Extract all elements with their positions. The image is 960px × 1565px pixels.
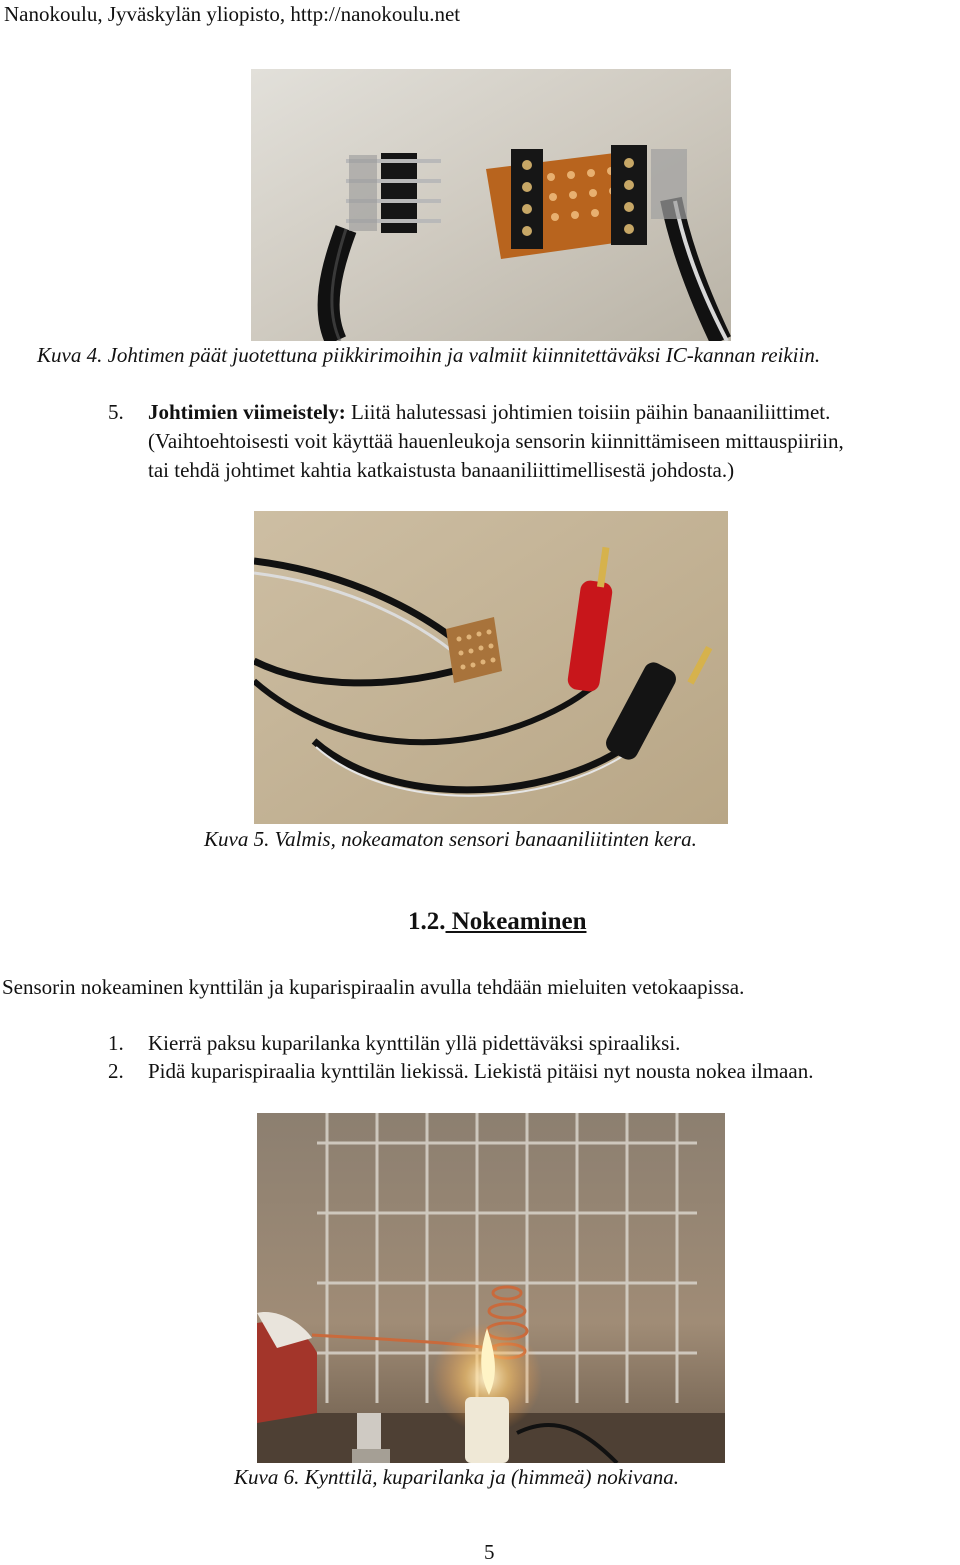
figure-4-photo (251, 69, 731, 341)
figure-4-caption: Kuva 4. Johtimen päät juotettuna piikkirimoihin ja valmiit kiinnitettäväksi IC-kannan reikiin. (37, 343, 821, 367)
figure-5-photo (254, 511, 728, 824)
section-number: 1.2. (408, 908, 446, 935)
page-header: Nanokoulu, Jyväskylän yliopisto, http://nanokoulu.net (4, 2, 461, 26)
step-5-line-1: Liitä halutessasi johtimien toisiin päihin banaaniliittimet. (345, 400, 831, 424)
list-item-number: 2. (108, 1059, 124, 1083)
figure-5-caption: Kuva 5. Valmis, nokeamaton sensori banaaniliitinten kera. (204, 827, 697, 851)
step-5-paragraph (108, 398, 948, 488)
step-5-line-3: tai tehdä johtimet kahtia katkaistusta banaaniliittimellisestä johdosta.) (148, 458, 735, 482)
step-5-line-2: (Vaihtoehtoisesti voit käyttää hauenleukoja sensorin kiinnittämiseen mittauspiiriin, (148, 429, 844, 453)
section-title: Nokeaminen (445, 908, 587, 935)
list-item-text: Kierrä paksu kuparilanka kynttilän yllä pidettäväksi spiraaliksi. (148, 1031, 681, 1055)
figure-6-caption: Kuva 6. Kynttilä, kuparilanka ja (himmeä) nokivana. (234, 1465, 680, 1489)
step-5-label: Johtimien viimeistely: (148, 400, 346, 424)
section-heading (408, 908, 586, 936)
list-item (108, 1059, 948, 1087)
page-number: 5 (484, 1540, 495, 1564)
list-item (108, 1031, 948, 1059)
list-item-text: Pidä kuparispiraalia kynttilän liekissä. Liekistä pitäisi nyt nousta nokea ilmaan. (148, 1059, 814, 1083)
figure-6-photo (257, 1113, 725, 1463)
intro-paragraph: Sensorin nokeaminen kynttilän ja kuparispiraalin avulla tehdään mieluiten vetokaapissa. (2, 975, 745, 999)
step-5-number: 5. (108, 400, 124, 424)
list-item-number: 1. (108, 1031, 124, 1055)
